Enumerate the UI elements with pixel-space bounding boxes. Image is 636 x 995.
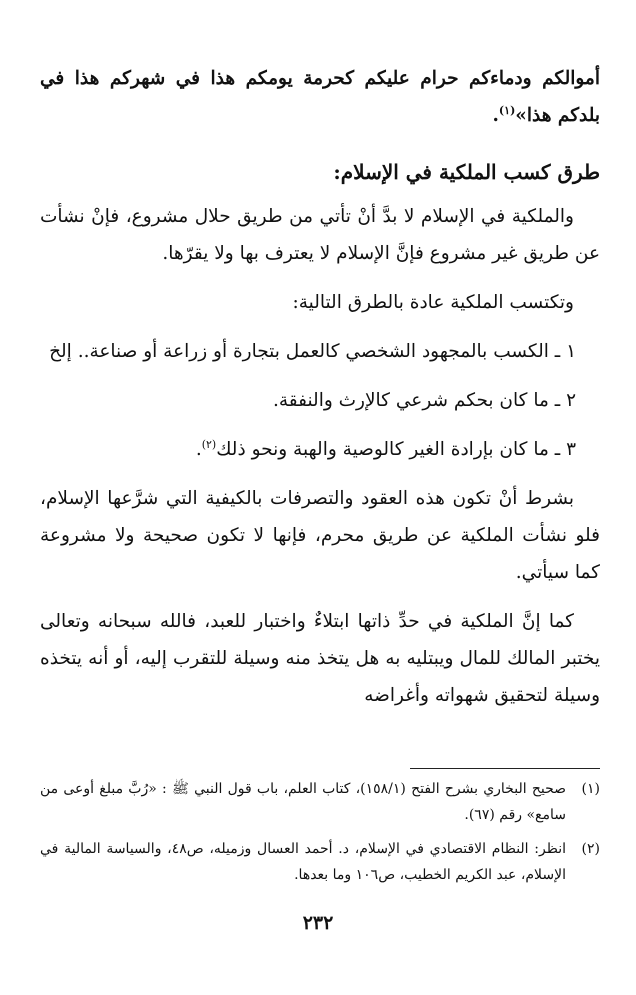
page-number: ٢٣٢	[302, 912, 334, 934]
paragraph-1: والملكية في الإسلام لا بدَّ أنْ تأتي من طريق حلال مشروع، فإنْ نشأت عن طريق غير مشروع فإنَّ الإسلام لا يعترف بها ولا يقرّها.	[40, 206, 600, 264]
footnote-divider	[410, 768, 600, 769]
opening-paragraph-text: أموالكم ودماءكم حرام عليكم كحرمة يومكم هذا في شهركم هذا في بلدكم هذا»	[40, 68, 600, 126]
paragraph-2: وتكتسب الملكية عادة بالطرق التالية:	[292, 292, 574, 313]
footnote-text: انظر: النظام الاقتصادي في الإسلام، د. أحمد العسال وزميله، ص٤٨، والسياسة المالية في الإسلام، عبد الكريم الخطيب، ص١٠٦ وما بعدها.	[40, 841, 567, 883]
list-item-3	[40, 431, 600, 468]
list-item-text: ١ ـ الكسب بالمجهود الشخصي كالعمل بتجارة أو زراعة أو صناعة.. إلخ	[49, 341, 576, 362]
list-item-1	[40, 333, 600, 370]
footnote-text: صحيح البخاري بشرح الفتح (١٥٨/١)، كتاب العلم، باب قول النبي ﷺ : «رُبَّ مبلغ أوعى من سامع» رقم (٦٧).	[40, 781, 567, 823]
footnote-ref-1[interactable]: (١)	[498, 103, 516, 117]
footnote-1	[40, 776, 600, 828]
opening-paragraph-end: .	[492, 105, 499, 126]
paragraph-3: بشرط أنْ تكون هذه العقود والتصرفات بالكيفية التي شرَّعها الإسلام، فلو نشأت الملكية عن طريق محرم، فإنها لا تكون صحيحة ولا مشروعة كما سيأتي.	[40, 488, 600, 583]
list-item-text: ٢ ـ ما كان بحكم شرعي كالإرث والنفقة.	[272, 390, 576, 411]
paragraph-4: كما إنَّ الملكية في حدِّ ذاتها ابتلاءٌ واختبار للعبد، فالله سبحانه وتعالى يختبر المالك للمال ويبتليه به هل يتخذ منه وسيلة للتقرب إليه، أو أنه يتخذه وسيلة لتحقيق شهواته وأغراضه	[40, 611, 600, 706]
footnote-number: (١)	[581, 781, 600, 797]
opening-paragraph	[40, 60, 600, 134]
list-item-2	[40, 382, 600, 419]
page-body	[40, 60, 600, 726]
footnotes	[40, 776, 600, 896]
list-item-text: ٣ ـ ما كان بإرادة الغير كالوصية والهبة ونحو ذلك	[216, 439, 576, 460]
footnote-ref-2[interactable]: (٢)	[201, 437, 217, 451]
list-item-end: .	[195, 439, 202, 460]
footnote-number: (٢)	[581, 841, 600, 857]
footnote-2	[40, 836, 600, 888]
section-heading: طرق كسب الملكية في الإسلام:	[333, 160, 600, 184]
